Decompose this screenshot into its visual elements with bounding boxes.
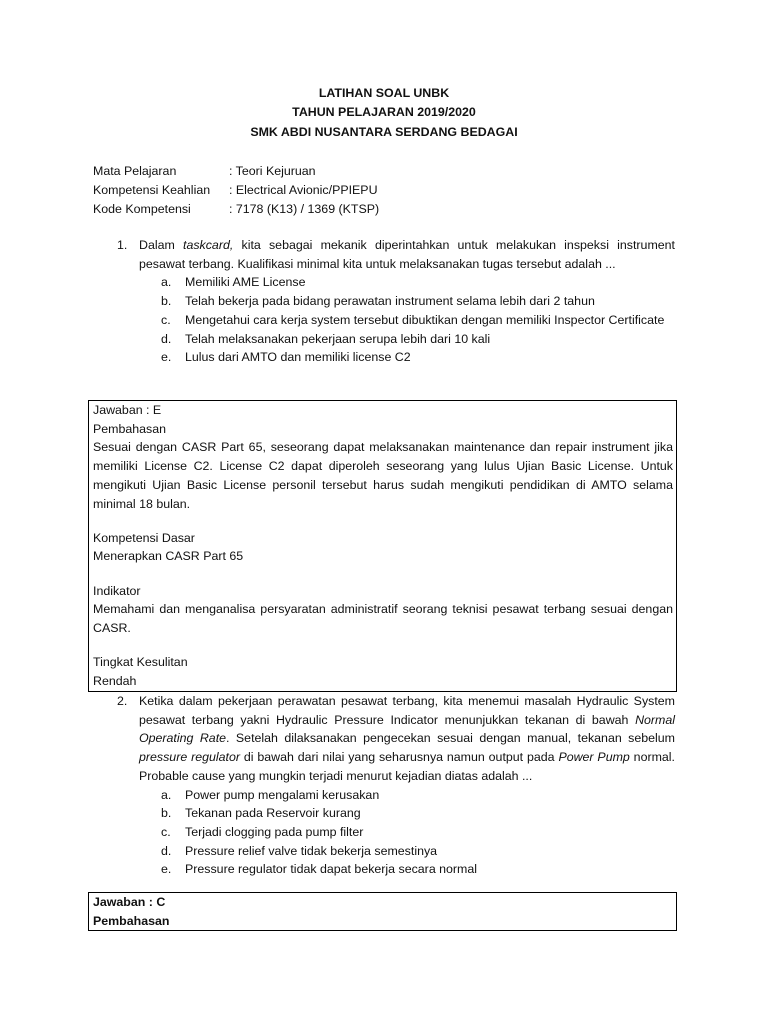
question-number: 1. (117, 238, 128, 252)
meta-label: Mata Pelajaran (93, 164, 177, 178)
option-a: a. Memiliki AME License (161, 275, 306, 290)
meta-label: Kode Kompetensi (93, 202, 191, 216)
option-list (161, 273, 675, 367)
question-2 (93, 692, 675, 879)
difficulty-label: Tingkat Kesulitan (93, 655, 188, 670)
option-b: b. Telah bekerja pada bidang perawatan instrument selama lebih dari 2 tahun (161, 294, 595, 309)
option-b: b. Tekanan pada Reservoir kurang (161, 806, 361, 821)
basic-competency-text: Menerapkan CASR Part 65 (93, 549, 244, 564)
option-c: c. Mengetahui cara kerja system tersebut dibuktikan dengan memiliki Inspector Certificate (161, 312, 665, 327)
answer-label: Jawaban : C (93, 895, 166, 909)
question-text: Dalam taskcard, kita sebagai mekanik diperintahkan untuk melakukan inspeksi instrument pesawat terbang. Kualifikasi minimal kita untuk melaksanakan tugas tersebut adalah ... (139, 238, 675, 271)
answer-label: Jawaban : E (93, 403, 162, 417)
option-d: d. Telah melaksanakan pekerjaan serupa lebih dari 10 kali (161, 331, 491, 346)
answer-box-1 (88, 400, 677, 692)
meta-label: Kompetensi Keahlian (93, 183, 211, 197)
question-1 (93, 236, 675, 367)
basic-competency-label: Kompetensi Dasar (93, 530, 195, 545)
meta-row-competency (93, 181, 379, 200)
question-number: 2. (117, 694, 128, 708)
discussion-label: Pembahasan (93, 913, 170, 928)
option-e: e. Pressure regulator tidak dapat bekerja secara normal (161, 862, 478, 877)
difficulty-text: Rendah (93, 673, 137, 688)
question-text: Ketika dalam pekerjaan perawatan pesawat terbang, kita menemui masalah Hydraulic System pesawat terbang yakni Hydraulic Pressure Indicator menunjukkan tekanan di bawah Normal Operating Rate. Setelah dilaksanakan pengecekan sesuai dengan manual, tekanan sebelum pressure regulator di bawah dari nilai yang seharusnya namun output pada Power Pump normal. Probable cause yang mungkin terjadi menurut kejadian diatas adalah ... (139, 694, 676, 783)
meta-row-code (93, 200, 379, 219)
option-d: d. Pressure relief valve tidak bekerja semestinya (161, 843, 438, 858)
indicator-text: Memahami dan menganalisa persyaratan administratif seorang teknisi pesawat terbang sesuai dengan CASR. (93, 602, 673, 636)
subject-info (93, 162, 379, 219)
discussion-text: Sesuai dengan CASR Part 65, seseorang dapat melaksanakan maintenance dan repair instrument jika memiliki License C2. License C2 dapat diperoleh seseorang yang lulus Ujian Basic License. Untuk mengikuti Ujian Basic License personil tersebut harus sudah mengikuti pendidikan di AMTO selama minimal 18 bulan. (93, 440, 673, 511)
option-c: c. Terjadi clogging pada pump filter (161, 824, 364, 839)
option-e: e. Lulus dari AMTO dan memiliki license C2 (161, 350, 411, 365)
indicator-label: Indikator (93, 583, 141, 598)
meta-value: : Teori Kejuruan (229, 164, 316, 178)
header-line-1: LATIHAN SOAL UNBK (318, 86, 450, 100)
answer-box-2 (88, 892, 677, 931)
option-list (161, 786, 675, 880)
meta-row-subject (93, 162, 379, 181)
meta-value: : 7178 (K13) / 1369 (KTSP) (229, 202, 380, 216)
header-line-2: TAHUN PELAJARAN 2019/2020 (292, 105, 476, 120)
discussion-label: Pembahasan (93, 421, 167, 436)
option-a: a. Power pump mengalami kerusakan (161, 787, 380, 802)
meta-value: : Electrical Avionic/PPIEPU (229, 183, 378, 197)
header-line-3: SMK ABDI NUSANTARA SERDANG BEDAGAI (250, 124, 518, 139)
document-header (0, 84, 768, 142)
